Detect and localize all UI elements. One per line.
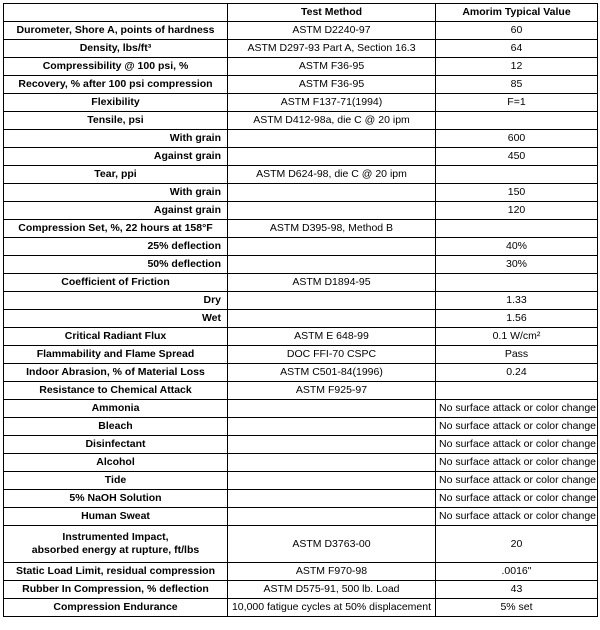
table-row — [4, 508, 598, 526]
test-method-cell: ASTM D395-98, Method B — [228, 220, 436, 238]
table-row — [4, 436, 598, 454]
header-typical-value: Amorim Typical Value — [436, 4, 598, 22]
table-row — [4, 202, 598, 220]
property-cell: Flammability and Flame Spread — [4, 346, 228, 364]
typical-value-cell — [436, 166, 598, 184]
property-cell: Dry — [4, 292, 228, 310]
test-method-cell: ASTM D624-98, die C @ 20 ipm — [228, 166, 436, 184]
test-method-cell — [228, 238, 436, 256]
table-row — [4, 112, 598, 130]
table-row — [4, 581, 598, 599]
typical-value-cell: 120 — [436, 202, 598, 220]
table-row — [4, 184, 598, 202]
table-row — [4, 94, 598, 112]
property-cell: 5% NaOH Solution — [4, 490, 228, 508]
property-cell: Disinfectant — [4, 436, 228, 454]
typical-value-cell: 60 — [436, 22, 598, 40]
test-method-cell — [228, 508, 436, 526]
test-method-cell — [228, 130, 436, 148]
property-cell: 25% deflection — [4, 238, 228, 256]
property-cell: Critical Radiant Flux — [4, 328, 228, 346]
property-cell: Alcohol — [4, 454, 228, 472]
table-row — [4, 563, 598, 581]
typical-value-cell: 1.33 — [436, 292, 598, 310]
test-method-cell: ASTM D1894-95 — [228, 274, 436, 292]
property-cell: Tensile, psi — [4, 112, 228, 130]
table-row — [4, 310, 598, 328]
test-method-cell: ASTM D412-98a, die C @ 20 ipm — [228, 112, 436, 130]
table-row — [4, 526, 598, 563]
property-cell: Coefficient of Friction — [4, 274, 228, 292]
table-row — [4, 490, 598, 508]
table-row — [4, 418, 598, 436]
test-method-cell: ASTM C501-84(1996) — [228, 364, 436, 382]
typical-value-cell: No surface attack or color change — [436, 472, 598, 490]
typical-value-cell — [436, 112, 598, 130]
typical-value-cell: No surface attack or color change — [436, 508, 598, 526]
header-test-method: Test Method — [228, 4, 436, 22]
table-row — [4, 76, 598, 94]
typical-value-cell: No surface attack or color change — [436, 400, 598, 418]
test-method-cell: ASTM F137-71(1994) — [228, 94, 436, 112]
property-cell: Ammonia — [4, 400, 228, 418]
test-method-cell — [228, 184, 436, 202]
test-method-cell: ASTM D575-91, 500 lb. Load — [228, 581, 436, 599]
property-line-1: Instrumented Impact, — [62, 531, 169, 543]
test-method-cell: ASTM D297-93 Part A, Section 16.3 — [228, 40, 436, 58]
property-cell: Recovery, % after 100 psi compression — [4, 76, 228, 94]
test-method-cell — [228, 256, 436, 274]
typical-value-cell: 85 — [436, 76, 598, 94]
property-cell: Tear, ppi — [4, 166, 228, 184]
table-row — [4, 166, 598, 184]
property-cell: Against grain — [4, 202, 228, 220]
property-line-2: absorbed energy at rupture, ft/lbs — [31, 544, 200, 556]
table-row — [4, 292, 598, 310]
typical-value-cell: 150 — [436, 184, 598, 202]
typical-value-cell: .0016" — [436, 563, 598, 581]
test-method-cell — [228, 148, 436, 166]
property-cell: Rubber In Compression, % deflection — [4, 581, 228, 599]
property-cell: Density, lbs/ft³ — [4, 40, 228, 58]
typical-value-cell: 5% set — [436, 599, 598, 617]
table-row — [4, 256, 598, 274]
typical-value-cell: 64 — [436, 40, 598, 58]
test-method-cell: ASTM F36-95 — [228, 58, 436, 76]
test-method-cell: ASTM D3763-00 — [228, 526, 436, 563]
property-cell — [4, 526, 228, 563]
test-method-cell — [228, 202, 436, 220]
property-cell: Compressibility @ 100 psi, % — [4, 58, 228, 76]
typical-value-cell — [436, 220, 598, 238]
property-cell: 50% deflection — [4, 256, 228, 274]
test-method-cell: 10,000 fatigue cycles at 50% displacement — [228, 599, 436, 617]
table-row — [4, 599, 598, 617]
property-cell: Flexibility — [4, 94, 228, 112]
test-method-cell: ASTM E 648-99 — [228, 328, 436, 346]
table-row — [4, 454, 598, 472]
table-row — [4, 22, 598, 40]
table-row — [4, 400, 598, 418]
property-cell: Resistance to Chemical Attack — [4, 382, 228, 400]
property-cell: Indoor Abrasion, % of Material Loss — [4, 364, 228, 382]
property-cell: Against grain — [4, 148, 228, 166]
typical-value-cell — [436, 382, 598, 400]
test-method-cell — [228, 472, 436, 490]
typical-value-cell: No surface attack or color change — [436, 454, 598, 472]
property-cell: Compression Endurance — [4, 599, 228, 617]
typical-value-cell: 30% — [436, 256, 598, 274]
header-property — [4, 4, 228, 22]
table-row — [4, 148, 598, 166]
table-row — [4, 382, 598, 400]
property-cell: Static Load Limit, residual compression — [4, 563, 228, 581]
table-row — [4, 328, 598, 346]
typical-value-cell: 0.24 — [436, 364, 598, 382]
typical-value-cell: 40% — [436, 238, 598, 256]
typical-value-cell: No surface attack or color change — [436, 490, 598, 508]
typical-value-cell: Pass — [436, 346, 598, 364]
test-method-cell: ASTM F970-98 — [228, 563, 436, 581]
test-method-cell — [228, 418, 436, 436]
test-method-cell — [228, 310, 436, 328]
test-method-cell — [228, 400, 436, 418]
typical-value-cell: 20 — [436, 526, 598, 563]
test-method-cell: DOC FFI-70 CSPC — [228, 346, 436, 364]
table-row — [4, 238, 598, 256]
table-row — [4, 220, 598, 238]
table-row — [4, 130, 598, 148]
typical-value-cell: 0.1 W/cm² — [436, 328, 598, 346]
test-method-cell: ASTM F36-95 — [228, 76, 436, 94]
typical-value-cell: No surface attack or color change — [436, 436, 598, 454]
test-method-cell: ASTM D2240-97 — [228, 22, 436, 40]
property-cell: Bleach — [4, 418, 228, 436]
property-cell: Compression Set, %, 22 hours at 158°F — [4, 220, 228, 238]
typical-value-cell — [436, 274, 598, 292]
test-method-cell — [228, 292, 436, 310]
table-row — [4, 274, 598, 292]
typical-value-cell: F=1 — [436, 94, 598, 112]
table-row — [4, 58, 598, 76]
properties-table — [3, 3, 598, 617]
typical-value-cell: 1.56 — [436, 310, 598, 328]
property-cell: Durometer, Shore A, points of hardness — [4, 22, 228, 40]
typical-value-cell: 43 — [436, 581, 598, 599]
property-cell: With grain — [4, 184, 228, 202]
table-row — [4, 346, 598, 364]
property-cell: Wet — [4, 310, 228, 328]
test-method-cell — [228, 454, 436, 472]
table-row — [4, 364, 598, 382]
test-method-cell — [228, 436, 436, 454]
header-row — [4, 4, 598, 22]
typical-value-cell: 600 — [436, 130, 598, 148]
typical-value-cell: 450 — [436, 148, 598, 166]
test-method-cell — [228, 490, 436, 508]
typical-value-cell: 12 — [436, 58, 598, 76]
table-row — [4, 472, 598, 490]
property-cell: With grain — [4, 130, 228, 148]
typical-value-cell: No surface attack or color change — [436, 418, 598, 436]
property-cell: Human Sweat — [4, 508, 228, 526]
property-cell: Tide — [4, 472, 228, 490]
table-row — [4, 40, 598, 58]
test-method-cell: ASTM F925-97 — [228, 382, 436, 400]
